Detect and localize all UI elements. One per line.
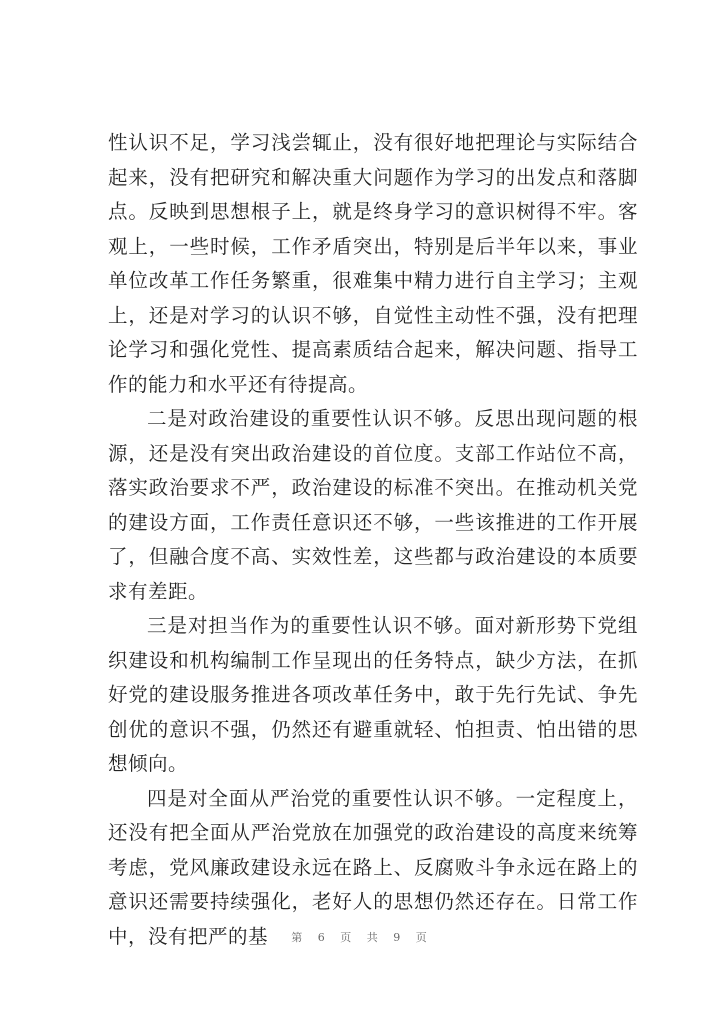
- footer-total-pages: 9: [393, 931, 403, 944]
- footer-di: 第: [291, 931, 305, 944]
- footer-gong: 共: [366, 931, 380, 944]
- paragraph-party-governance: 四是对全面从严治党的重要性认识不够。一定程度上，还没有把全面从严治党放在加强党的政治建设的高度来统筹考虑，党风廉政建设永远在路上、反腐败斗争永远在路上的意识还需要持续强化，老好人的思想仍然还存在。日常工作中，没有把严的基: [108, 786, 638, 948]
- footer-ye-end: 页: [415, 931, 429, 944]
- document-body: [108, 126, 638, 954]
- paragraph-political-building: 二是对政治建设的重要性认识不够。反思出现问题的根源，还是没有突出政治建设的首位度。支部工作站位不高，落实政治要求不严，政治建设的标准不突出。在推动机关党的建设方面，工作责任意识还不够，一些该推进的工作开展了，但融合度不高、实效性差，这些都与政治建设的本质要求有差距。: [108, 407, 638, 603]
- page-number-footer: [0, 929, 720, 945]
- paragraph-continuation: 性认识不足，学习浅尝辄止，没有很好地把理论与实际结合起来，没有把研究和解决重大问题作为学习的出发点和落脚点。反映到思想根子上，就是终身学习的意识树得不牢。客观上，一些时候，工作矛盾突出，特别是后半年以来，事业单位改革工作任务繁重，很难集中精力进行自主学习；主观上，还是对学习的认识不够，自觉性主动性不强，没有把理论学习和强化党性、提高素质结合起来，解决问题、指导工作的能力和水平还有待提高。: [108, 131, 638, 396]
- footer-current-page: 6: [317, 931, 327, 944]
- footer-ye: 页: [340, 931, 354, 944]
- paragraph-responsibility: 三是对担当作为的重要性认识不够。面对新形势下党组织建设和机构编制工作呈现出的任务特点，缺少方法，在抓好党的建设服务推进各项改革任务中，敢于先行先试、争先创优的意识不强，仍然还有避重就轻、怕担责、怕出错的思想倾向。: [108, 614, 638, 775]
